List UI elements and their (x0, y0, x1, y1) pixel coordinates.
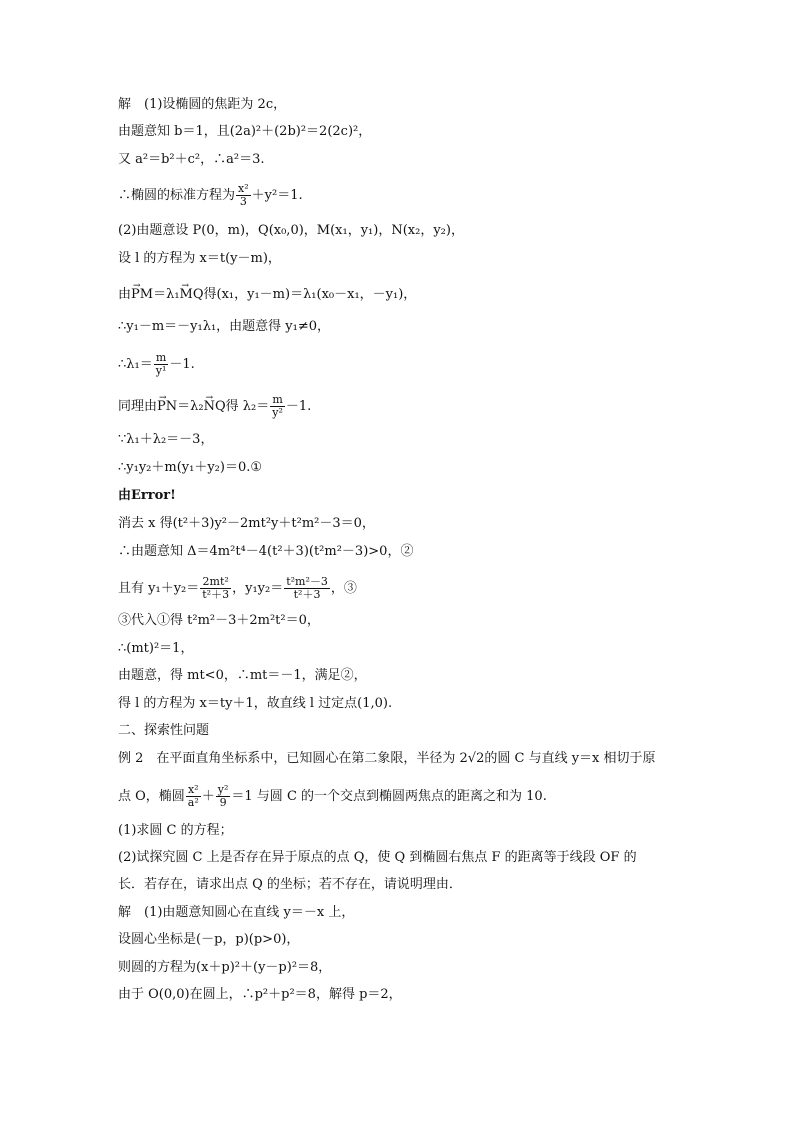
text-segment: ＋y²＝1. (251, 188, 303, 203)
text-segment: ＋ (201, 789, 215, 804)
text-segment: 点 O，椭圆 (118, 789, 185, 804)
line-vieta (118, 576, 357, 601)
line-center-coord: 设圆心坐标是(－p，p)(p>0)， (118, 932, 300, 947)
line-mt-squared: ∴(mt)²＝1， (118, 641, 194, 656)
text-segment: ＝1 与圆 C 的一个交点到椭圆两焦点的距离之和为 10. (231, 789, 547, 804)
fraction (186, 784, 201, 809)
question-1: (1)求圆 C 的方程； (118, 823, 233, 838)
denominator: a² (187, 796, 199, 809)
line-eliminate-x: 消去 x 得(t²＋3)y²－2mt²y＋t²m²－3＝0， (118, 516, 375, 531)
numerator: m (270, 394, 285, 407)
denominator: t²＋3 (293, 588, 321, 601)
vector-pm: → PM (131, 287, 153, 303)
text-segment: ∴λ₁＝ (118, 357, 153, 372)
line-error: 由Error! (118, 488, 176, 503)
question-2-continued: 长．若存在，请求出点 Q 的坐标；若不存在，请说明理由． (118, 877, 462, 892)
fraction (236, 183, 251, 208)
line-solution-2: 解 (1)由题意知圆心在直线 y＝－x 上， (118, 905, 355, 920)
text-segment: ∴椭圆的标准方程为 (118, 188, 236, 203)
line-y1-relation: ∴y₁－m＝－y₁λ₁，由题意得 y₁≠0， (118, 319, 331, 334)
line-equation-1: ∴y₁y₂＋m(y₁＋y₂)＝0.① (118, 460, 263, 475)
text-segment: ＝λ₁ (153, 287, 180, 302)
denominator: y² (272, 406, 283, 419)
line-pm-vector (118, 287, 416, 303)
numerator: t²m²－3 (286, 575, 328, 588)
vector-nq: → NQ (204, 399, 226, 415)
numerator: x² (238, 182, 249, 195)
example-2-statement: 例 2 在平面直角坐标系中，已知圆心在第二象限，半径为 2√2的圆 C 与直线 y＝x 相切于原 (118, 751, 656, 766)
text-segment: －1. (169, 357, 195, 372)
text-segment: 得(x₁，y₁－m)＝λ₁(x₀－x₁，－y₁)， (203, 287, 417, 302)
line-ellipse-equation (118, 183, 303, 208)
fraction (200, 576, 231, 601)
denominator: y¹ (155, 364, 167, 377)
line-a-squared: 又 a²＝b²＋c²，∴a²＝3. (118, 152, 265, 167)
text-segment: 同理由 (118, 399, 158, 414)
text-segment: ，y₁y₂＝ (232, 581, 284, 596)
line-l-equation: 设 l 的方程为 x＝t(y－m)， (118, 251, 281, 266)
line-b-value: 由题意知 b＝1，且(2a)²＋(2b)²＝2(2c)²， (118, 124, 372, 139)
line-mt-value: 由题意，得 mt<0，∴mt＝－1，满足②， (118, 668, 367, 683)
text-segment: ，③ (330, 581, 357, 596)
numerator: y² (217, 783, 229, 796)
line-lambda1 (118, 352, 195, 377)
text-segment: －1. (285, 399, 312, 414)
vector-pn: → PN (157, 399, 177, 415)
fraction (154, 352, 169, 377)
numerator: x² (186, 784, 201, 797)
line-solution-1: 解 (1)设椭圆的焦距为 2c， (118, 97, 287, 112)
fraction (284, 576, 330, 601)
denominator: t²＋3 (202, 588, 230, 601)
fraction (270, 394, 285, 419)
line-lambda2 (118, 394, 311, 419)
text-segment: 且有 y₁＋y₂＝ (118, 581, 200, 596)
line-points-setup: (2)由题意设 P(0，m)，Q(x₀,0)，M(x₁，y₁)，N(x₂，y₂)， (118, 223, 464, 238)
text-segment: 得 λ₂＝ (225, 399, 270, 414)
question-2: (2)试探究圆 C 上是否存在异于原点的点 Q，使 Q 到椭圆右焦点 F 的距离等于线段 OF 的 (118, 850, 637, 865)
section-heading: 二、探索性问题 (118, 723, 210, 738)
line-fixed-point: 得 l 的方程为 x＝ty＋1，故直线 l 过定点(1,0). (118, 696, 393, 711)
numerator: 2mt² (200, 576, 231, 589)
line-lambda-sum: ∵λ₁＋λ₂＝－3， (118, 432, 214, 447)
line-discriminant: ∴由题意知 Δ＝4m²t⁴－4(t²＋3)(t²m²－3)>0，② (118, 544, 414, 559)
denominator: 3 (239, 195, 247, 208)
numerator: m (154, 352, 169, 365)
line-substitute: ③代入①得 t²m²－3＋2m²t²＝0， (118, 613, 320, 628)
denominator: 9 (219, 796, 227, 809)
text-segment: ＝λ₂ (177, 399, 204, 414)
line-circle-equation: 则圆的方程为(x＋p)²＋(y－p)²＝8， (118, 960, 332, 975)
line-solve-p: 由于 O(0,0)在圆上，∴p²＋p²＝8，解得 p＝2， (118, 987, 402, 1002)
line-example-ellipse (118, 784, 547, 809)
vector-mq: → MQ (180, 287, 204, 303)
text-segment: 由 (118, 287, 132, 302)
fraction (216, 784, 231, 809)
